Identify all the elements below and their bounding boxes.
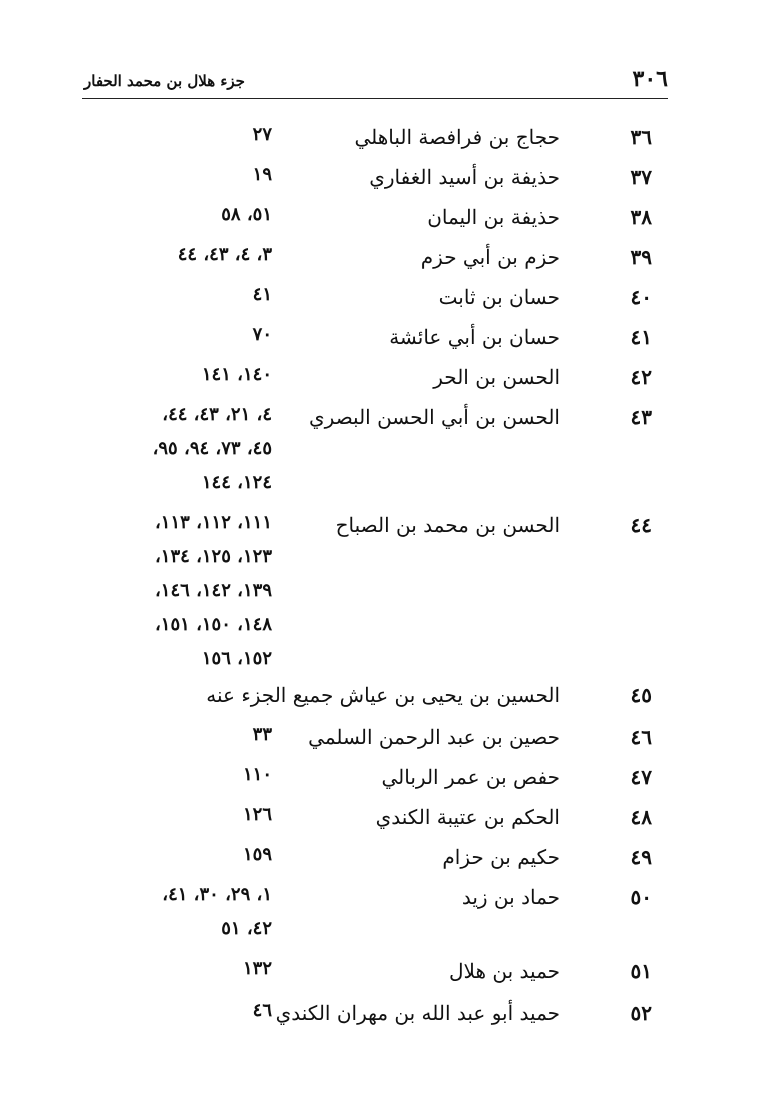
entry-name: حفص بن عمر الربالي [381, 765, 560, 789]
reference-line: ١٣٢ [242, 958, 272, 979]
reference-line: ٤٦ [252, 1000, 272, 1021]
running-title: جزء هلال بن محمد الحفار [84, 72, 245, 90]
entry-number: ٤٩ [630, 845, 652, 869]
reference-line: ١٩ [252, 164, 272, 185]
reference-line: ٣٣ [252, 724, 272, 745]
entry-number: ٤٢ [630, 365, 652, 389]
reference-line: ١٥٢، ١٥٦ [201, 648, 272, 669]
entry-references [86, 952, 272, 986]
entry-references [86, 198, 272, 232]
entry-name: حسان بن أبي عائشة [389, 325, 560, 349]
reference-line: ١٥٩ [242, 844, 272, 865]
reference-line: ١٢٦ [242, 804, 272, 825]
entry-references [86, 758, 272, 792]
entry-number: ٤١ [630, 325, 652, 349]
entry-name: الحكم بن عتيبة الكندي [375, 805, 560, 829]
reference-line: ١٢٤، ١٤٤ [201, 472, 272, 493]
entry-name: حجاج بن فرافصة الباهلي [354, 125, 560, 149]
page-header [82, 60, 668, 99]
entry-name: حذيفة بن اليمان [427, 205, 560, 229]
entry-number: ٥٢ [630, 1001, 652, 1025]
reference-line: ٤، ٢١، ٤٣، ٤٤، [162, 404, 272, 425]
entry-references [86, 358, 272, 392]
entry-references [86, 798, 272, 832]
entry-references [86, 718, 272, 752]
entry-references [86, 238, 272, 272]
entry-references [86, 506, 272, 676]
entry-number: ٤٥ [630, 683, 652, 707]
reference-line: ٧٠ [252, 324, 272, 345]
entry-name: حزم بن أبي حزم [420, 245, 560, 269]
entry-number: ٤٧ [630, 765, 652, 789]
entry-number: ٣٦ [630, 125, 652, 149]
reference-line: ٤١ [252, 284, 272, 305]
entry-references [86, 994, 272, 1028]
entry-name: الحسن بن الحر [433, 365, 560, 389]
reference-line: ٤٢، ٥١ [221, 918, 272, 939]
entry-references [86, 838, 272, 872]
entry-number: ٣٨ [630, 205, 652, 229]
entry-references [86, 318, 272, 352]
entry-number: ٤٠ [630, 285, 652, 309]
entry-number: ٤٨ [630, 805, 652, 829]
entry-name: حماد بن زيد [461, 885, 560, 909]
entry-name: حصين بن عبد الرحمن السلمي [308, 725, 560, 749]
entry-references [86, 118, 272, 152]
reference-line: ١١٠ [242, 764, 272, 785]
entry-name: الحسن بن أبي الحسن البصري [309, 405, 560, 429]
entry-references [86, 278, 272, 312]
reference-line: ٥١، ٥٨ [221, 204, 272, 225]
entry-name: حميد أبو عبد الله بن مهران الكندي [275, 1001, 560, 1025]
entry-number: ٣٩ [630, 245, 652, 269]
reference-line: ٣، ٤، ٤٣، ٤٤ [177, 244, 272, 265]
reference-line: ١٢٣، ١٢٥، ١٣٤، [154, 546, 272, 567]
reference-line: ١٣٩، ١٤٢، ١٤٦، [154, 580, 272, 601]
reference-line: ١٤٨، ١٥٠، ١٥١، [154, 614, 272, 635]
entry-number: ٥١ [630, 959, 652, 983]
reference-line: ٢٧ [252, 124, 272, 145]
entry-number: ٤٦ [630, 725, 652, 749]
entry-number: ٥٠ [630, 885, 652, 909]
entry-name: حسان بن ثابت [438, 285, 560, 309]
reference-line: ٤٥، ٧٣، ٩٤، ٩٥، [152, 438, 272, 459]
entry-name: حكيم بن حزام [442, 845, 560, 869]
entry-name: الحسين بن يحيى بن عياش جميع الجزء عنه [206, 683, 560, 707]
entry-references [86, 878, 272, 946]
page-number: ٣٠٦ [632, 66, 668, 92]
reference-line: ١٤٠، ١٤١ [201, 364, 272, 385]
reference-line: ١، ٢٩، ٣٠، ٤١، [162, 884, 272, 905]
entry-references [86, 158, 272, 192]
entry-name: الحسن بن محمد بن الصباح [335, 513, 560, 537]
reference-line: ١١١، ١١٢، ١١٣، [154, 512, 272, 533]
entry-name: حذيفة بن أسيد الغفاري [369, 165, 560, 189]
entry-number: ٤٤ [630, 513, 652, 537]
entry-name: حميد بن هلال [449, 959, 560, 983]
entry-number: ٣٧ [630, 165, 652, 189]
entry-references [86, 398, 272, 500]
entry-number: ٤٣ [630, 405, 652, 429]
